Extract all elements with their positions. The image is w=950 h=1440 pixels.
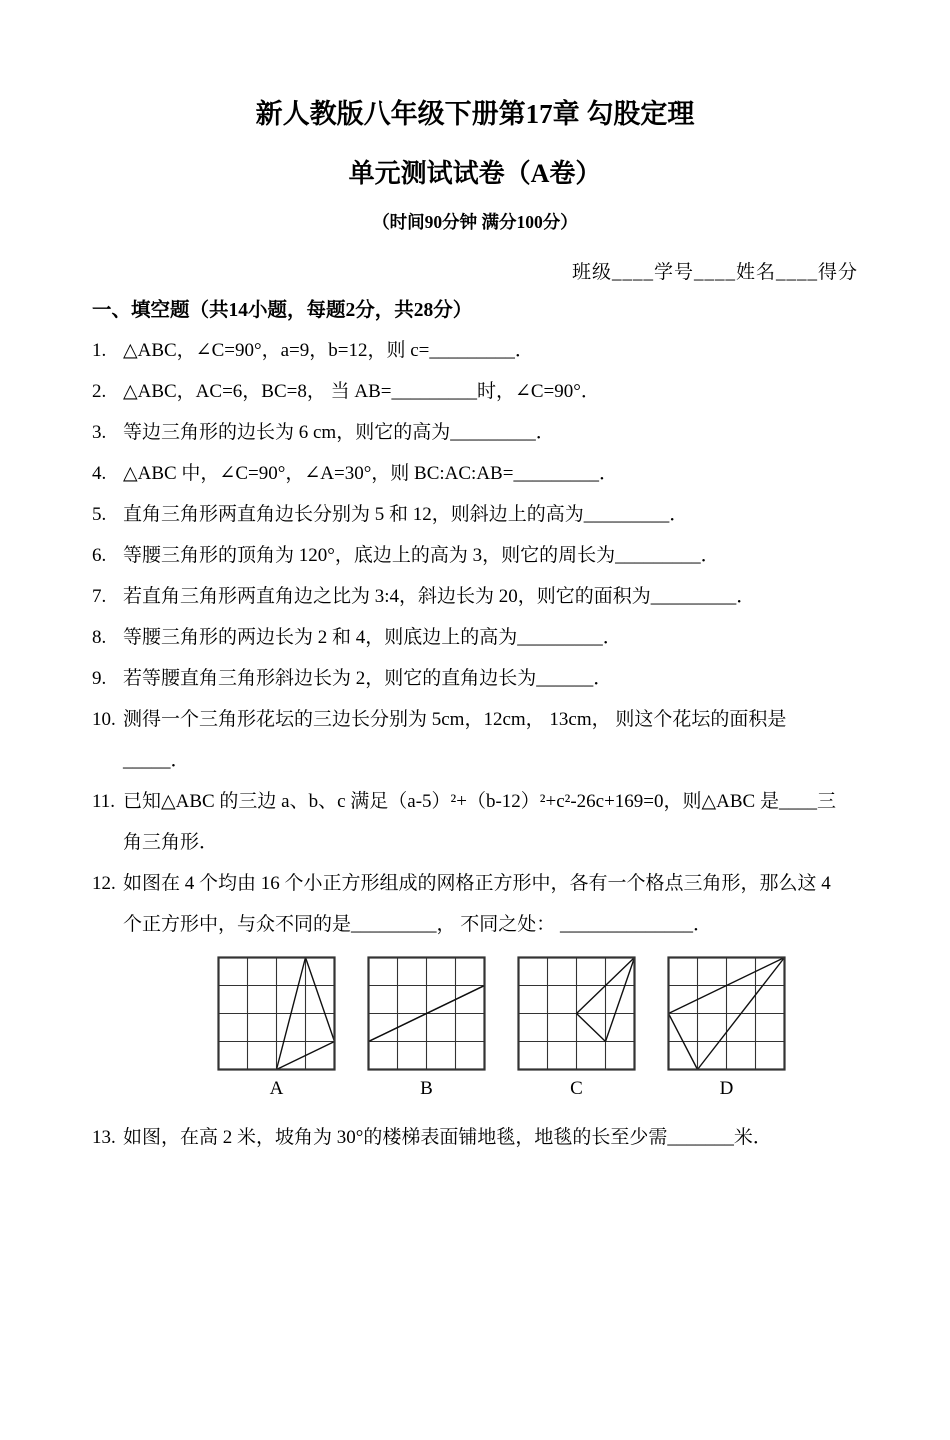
question-2-text: △ABC，AC=6，BC=8， 当 AB=_________时，∠C=90°． <box>123 381 600 402</box>
question-5-text: 直角三角形两直角边长分别为 5 和 12，则斜边上的高为_________． <box>123 504 689 525</box>
question-10-number: 10. <box>92 709 116 730</box>
question-11-text: 已知△ABC 的三边 a、b、c 满足（a-5）²+（b-12）²+c²-26c+169=0，则△ABC 是____三 <box>123 791 836 812</box>
question-4-number: 4. <box>92 463 107 484</box>
grid-b-label: B <box>420 1078 433 1099</box>
question-12-continuation: 个正方形中，与众不同的是_________， 不同之处： ______________． <box>123 914 713 935</box>
question-10-text: 测得一个三角形花坛的三边长分别为 5cm，12cm， 13cm， 则这个花坛的面积是 <box>123 709 787 730</box>
grid-figures <box>216 955 858 1101</box>
question-13-number: 13. <box>92 1127 116 1148</box>
question-13-block <box>92 1117 858 1158</box>
question-2-number: 2. <box>92 381 107 402</box>
question-2 <box>92 371 858 412</box>
grid-a-diagram <box>216 955 337 1072</box>
page-title: 新人教版八年级下册第17章 勾股定理 <box>255 99 695 129</box>
questions-list <box>92 330 858 1158</box>
question-11 <box>92 781 858 822</box>
question-7 <box>92 576 858 617</box>
question-4 <box>92 453 858 494</box>
question-6 <box>92 535 858 576</box>
grid-figure-d <box>666 955 787 1101</box>
grid-figure-a <box>216 955 337 1101</box>
grid-b-diagram <box>366 955 487 1072</box>
question-9 <box>92 658 858 699</box>
question-11-number: 11. <box>92 791 116 812</box>
grid-figure-b <box>366 955 487 1101</box>
question-7-text: 若直角三角形两直角边之比为 3:4，斜边长为 20，则它的面积为_________． <box>123 586 756 607</box>
question-1 <box>92 330 858 371</box>
question-6-number: 6. <box>92 545 107 566</box>
grid-d-diagram <box>666 955 787 1072</box>
question-1-number: 1. <box>92 340 107 361</box>
question-9-number: 9. <box>92 668 107 689</box>
page-subtitle: 单元测试试卷（A卷） <box>348 159 602 188</box>
student-info-line <box>92 260 858 285</box>
question-6-text: 等腰三角形的顶角为 120°，底边上的高为 3，则它的周长为_________． <box>123 545 720 566</box>
question-8 <box>92 617 858 658</box>
question-12-number: 12. <box>92 873 116 894</box>
student-info-text: 班级____学号____姓名____得分 <box>571 262 858 283</box>
question-1-text: △ABC，∠C=90°，a=9，b=12，则 c=_________． <box>123 340 534 361</box>
grid-figure-c <box>516 955 637 1101</box>
test-paper-page <box>0 98 950 1440</box>
question-3-text: 等边三角形的边长为 6 cm，则它的高为_________． <box>123 422 555 443</box>
question-7-number: 7. <box>92 586 107 607</box>
grid-c-label: C <box>570 1078 583 1099</box>
question-13 <box>92 1117 858 1158</box>
question-10-continuation: _____． <box>123 750 190 771</box>
question-11-continuation: 角三角形． <box>123 832 219 853</box>
question-12 <box>92 863 858 904</box>
grid-a-label: A <box>269 1078 284 1099</box>
question-5 <box>92 494 858 535</box>
question-12-text: 如图在 4 个均由 16 个小正方形组成的网格正方形中，各有一个格点三角形，那么这 4 <box>123 873 831 894</box>
grid-d-label: D <box>719 1078 734 1099</box>
question-9-text: 若等腰直角三角形斜边长为 2，则它的直角边长为______． <box>123 668 613 689</box>
question-4-text: △ABC 中，∠C=90°，∠A=30°，则 BC:AC:AB=_________． <box>123 463 618 484</box>
exam-meta: （时间90分钟 满分100分） <box>372 212 578 232</box>
question-3 <box>92 412 858 453</box>
question-8-text: 等腰三角形的两边长为 2 和 4，则底边上的高为_________． <box>123 627 622 648</box>
question-5-number: 5. <box>92 504 107 525</box>
question-8-number: 8. <box>92 627 107 648</box>
question-13-text: 如图，在高 2 米，坡角为 30°的楼梯表面铺地毯，地毯的长至少需_______米． <box>123 1127 772 1148</box>
question-10 <box>92 699 858 740</box>
question-3-number: 3. <box>92 422 107 443</box>
grid-c-diagram <box>516 955 637 1072</box>
section-heading: 一、填空题（共14小题，每题2分，共28分） <box>92 300 473 321</box>
